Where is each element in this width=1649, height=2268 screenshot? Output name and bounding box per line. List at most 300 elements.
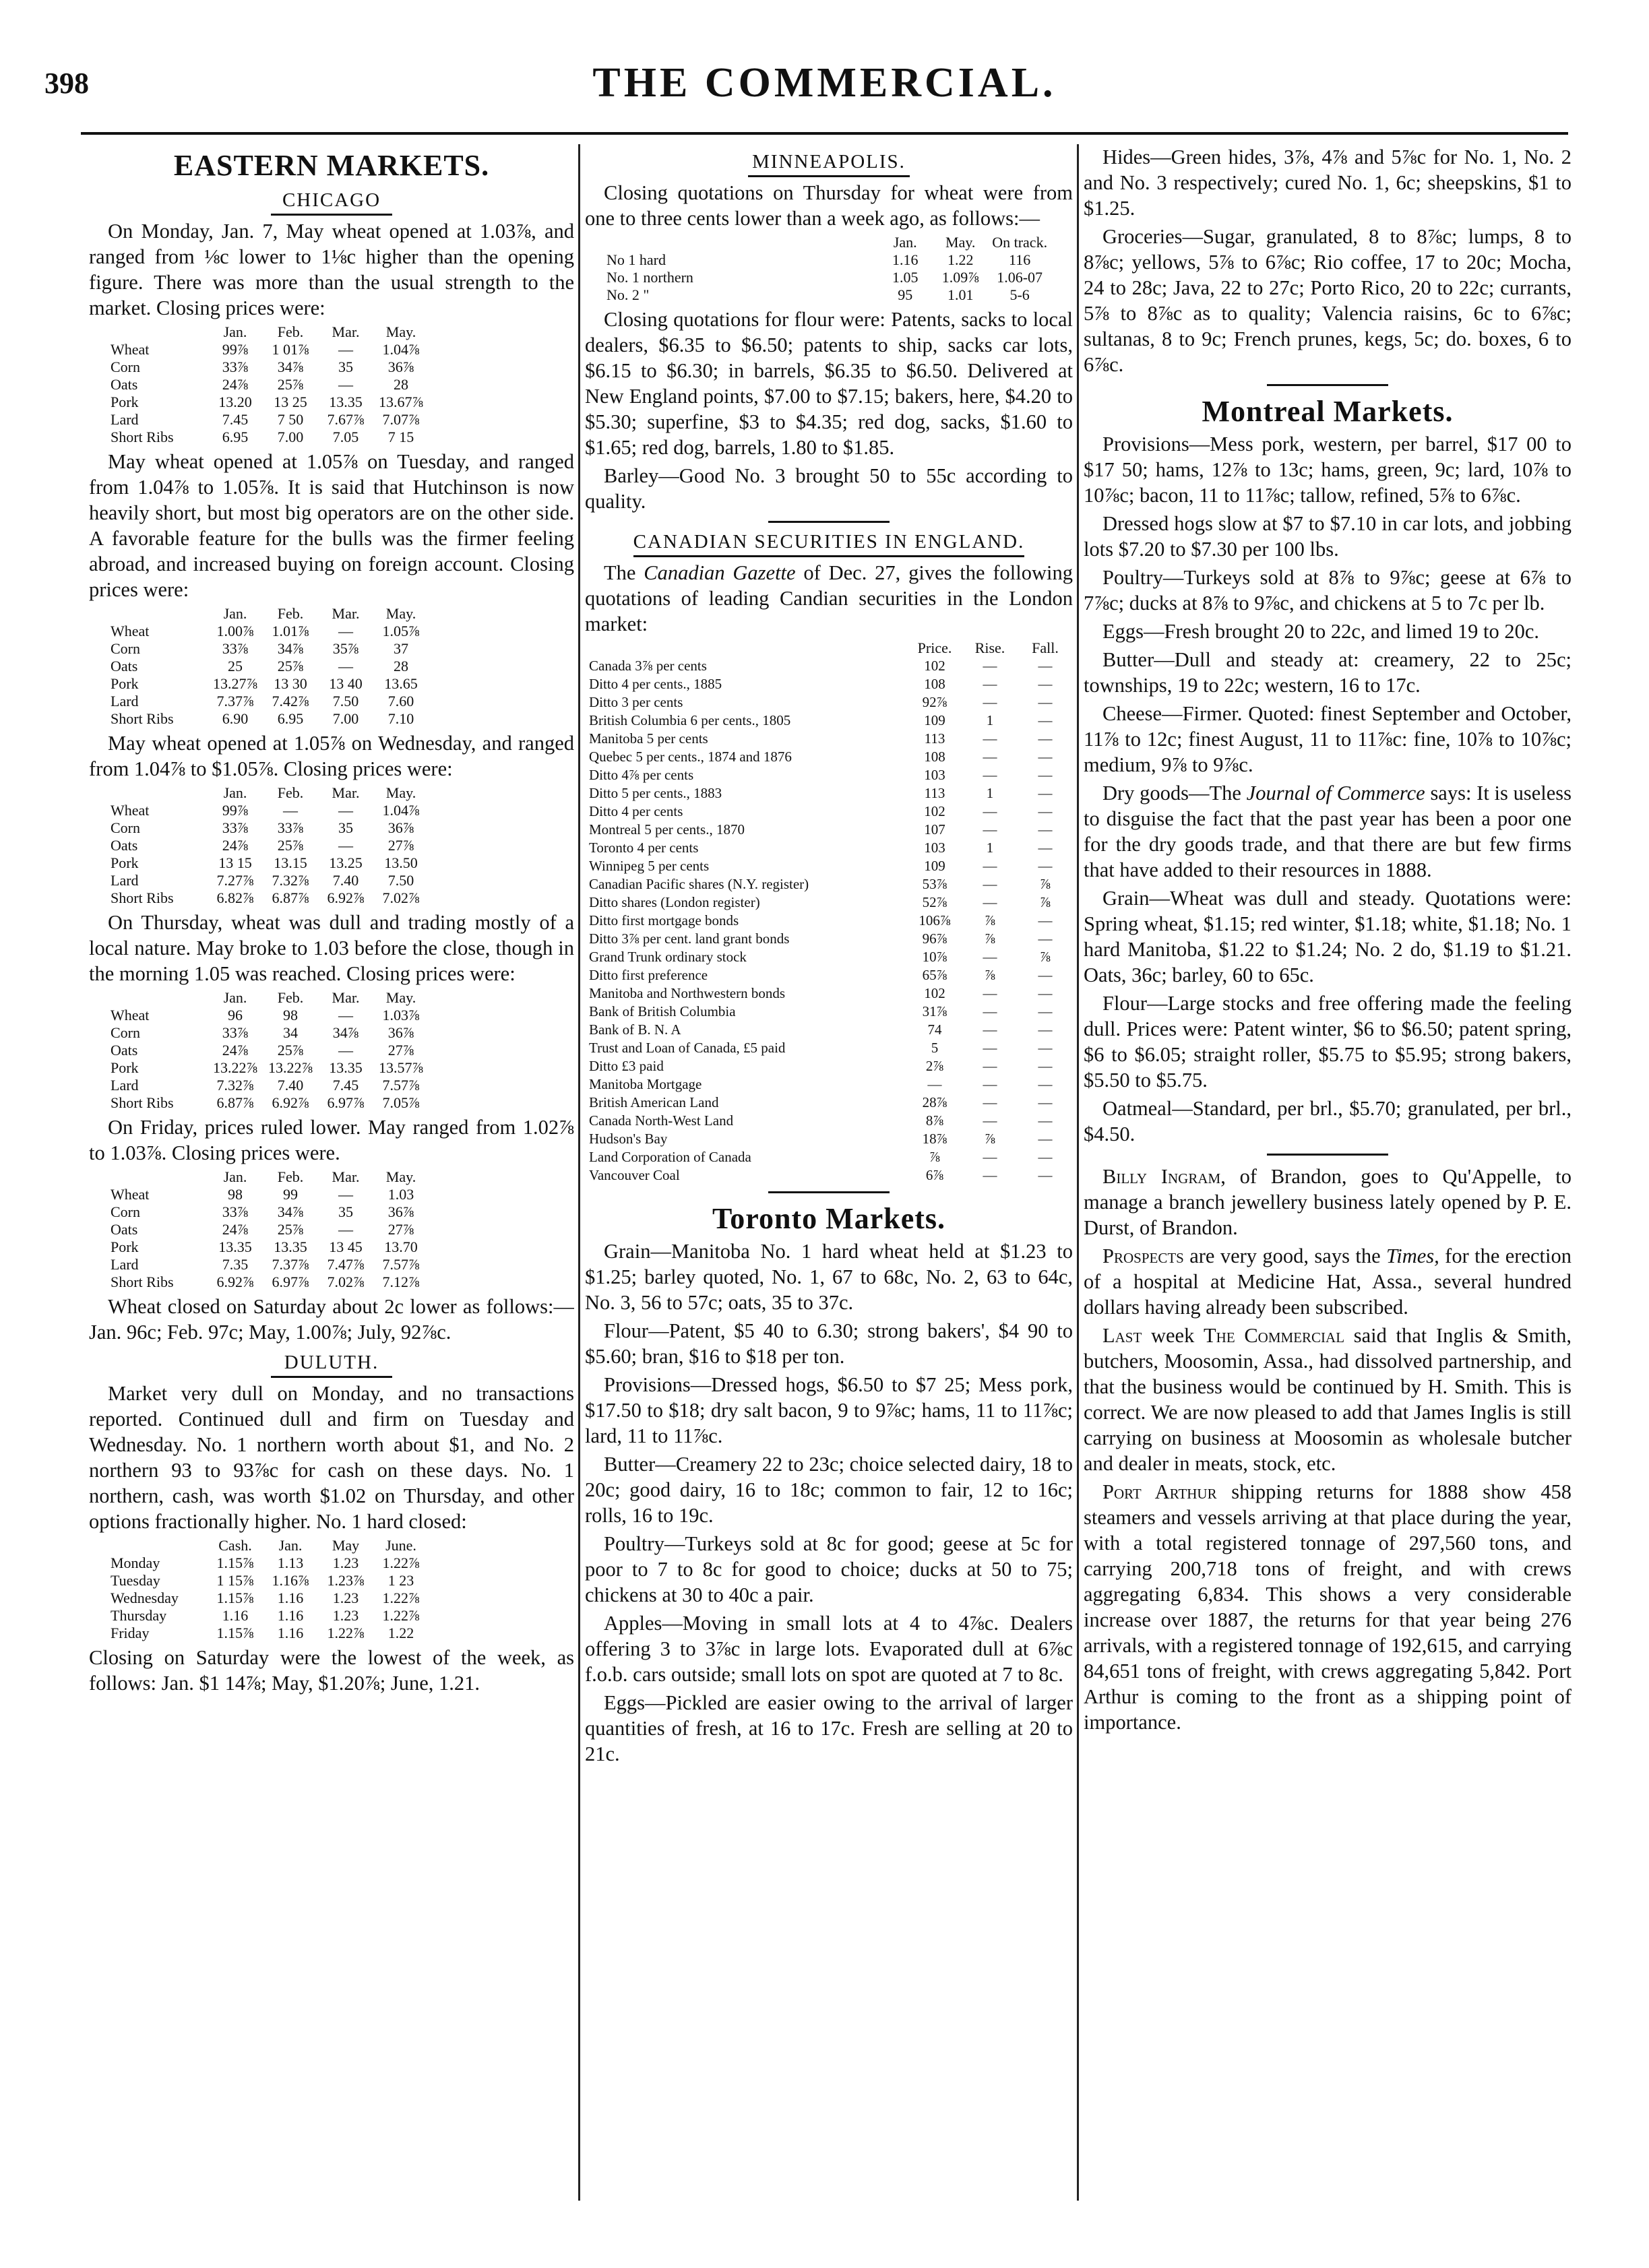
- table-cell: 1.04⅞: [382, 802, 420, 819]
- table-row: [106, 1042, 429, 1059]
- row-label: No. 2 ": [606, 286, 650, 303]
- table-cell: 24⅞: [222, 376, 249, 393]
- row-label: Ditto first mortgage bonds: [589, 912, 739, 928]
- table-row: [106, 675, 429, 693]
- table-row: [106, 1024, 429, 1042]
- table-cell: 33⅞: [222, 1203, 249, 1220]
- table-cell: —: [983, 1040, 997, 1056]
- table-cell: 24⅞: [222, 1042, 249, 1059]
- row-label: Pork: [111, 854, 139, 871]
- paragraph: Hides—Green hides, 3⅞, 4⅞ and 5⅞c for No. 1, No. 2 and No. 3 respectively; cured No. 1, 6c; sheepskins, $1 to $1.25.: [1084, 146, 1572, 220]
- table-cell: 13.50: [384, 854, 418, 871]
- table-header-row: [106, 323, 429, 341]
- table-row: [585, 657, 1073, 675]
- table-cell: 34⅞: [332, 1024, 359, 1041]
- table-cell: 103: [924, 840, 945, 856]
- table-cell: 1 15⅞: [216, 1572, 254, 1589]
- table-cell: —: [1038, 749, 1053, 765]
- table-row: [106, 376, 429, 393]
- table-cell: —: [983, 858, 997, 874]
- price-table: [106, 1168, 429, 1291]
- table-cell: 1.06-07: [997, 269, 1043, 286]
- row-label: Winnipeg 5 per cents: [589, 858, 710, 874]
- price-table: [106, 784, 429, 907]
- column-header: Mar.: [332, 784, 360, 801]
- row-label: Hudson's Bay: [589, 1131, 668, 1147]
- table-row: [106, 341, 429, 358]
- table-cell: 1.09⅞: [941, 269, 979, 286]
- table-cell: 13 15: [218, 854, 252, 871]
- table-cell: ⅞: [1040, 894, 1051, 910]
- row-label: No 1 hard: [606, 251, 666, 268]
- table-cell: 53⅞: [922, 876, 947, 892]
- table-cell: —: [1038, 1021, 1053, 1038]
- subheading-duluth: DULUTH.: [89, 1352, 574, 1378]
- table-row: [585, 912, 1073, 930]
- paragraph: The Canadian Gazette of Dec. 27, gives the following quotations of leading Candian securities in the London market:: [585, 561, 1073, 635]
- column-header: May.: [385, 323, 416, 340]
- table-cell: 36⅞: [387, 1203, 414, 1220]
- table-cell: 6.87⅞: [272, 889, 309, 906]
- table-cell: 7.02⅞: [382, 889, 420, 906]
- table-cell: —: [1038, 1112, 1053, 1129]
- price-table: [106, 989, 429, 1112]
- column-3: [1084, 144, 1572, 2201]
- column-divider: [578, 144, 580, 2201]
- table-cell: —: [983, 1076, 997, 1092]
- row-label: Lard: [111, 1256, 139, 1273]
- table-cell: 7.45: [332, 1077, 359, 1094]
- table-row: [585, 1021, 1073, 1039]
- row-label: Wheat: [111, 1007, 150, 1023]
- table-row: [106, 1256, 429, 1273]
- row-label: Short Ribs: [111, 1094, 174, 1111]
- table-cell: 1.22: [387, 1625, 414, 1641]
- table-cell: 109: [924, 858, 945, 874]
- table-row: [585, 1094, 1073, 1112]
- row-label: Corn: [111, 640, 140, 657]
- table-row: [106, 1186, 429, 1203]
- table-cell: 7.10: [387, 710, 414, 727]
- table-row: [585, 1075, 1073, 1094]
- paragraph: Closing on Saturday were the lowest of the week, as follows: Jan. $1 14⅞; May, $1.20⅞; June, 1.21.: [89, 1646, 574, 1695]
- table-cell: 107: [924, 821, 945, 838]
- row-label: Thursday: [111, 1607, 167, 1624]
- table-cell: 1.16: [277, 1589, 304, 1606]
- table-cell: 13.65: [384, 675, 418, 692]
- paragraph: Grain—Wheat was dull and steady. Quotations were: Spring wheat, $1.15; red winter, $1.18; white, $1.18; No. 1 hard Manitoba, $1.22 to $1.24; No. 2 do, $1.19 to $1.21. Oats, 36c; barley, 60 to 65c.: [1084, 887, 1572, 986]
- row-label: Montreal 5 per cents., 1870: [589, 821, 745, 838]
- table-row: [585, 784, 1073, 802]
- table-cell: —: [338, 1007, 353, 1023]
- news-item: Prospects are very good, says the Times, for the erection of a hospital at Medicine Hat, Assa., several hundred dollars having already been subscribed.: [1084, 1245, 1572, 1319]
- table-cell: 1.03⅞: [382, 1007, 420, 1023]
- paragraph: On Monday, Jan. 7, May wheat opened at 1.03⅞, and ranged from ⅛c lower to 1⅛c higher than the opening figure. There was more than the usual strength to the market. Closing prices were:: [89, 220, 574, 319]
- table-cell: 8⅞: [925, 1112, 944, 1129]
- table-cell: —: [1038, 658, 1053, 674]
- row-label: Quebec 5 per cents., 1874 and 1876: [589, 749, 792, 765]
- row-label: Corn: [111, 358, 140, 375]
- table-cell: —: [983, 749, 997, 765]
- column-header: [106, 323, 208, 341]
- table-cell: 102: [924, 803, 945, 819]
- table-row: [106, 819, 429, 837]
- table-row: [106, 1077, 429, 1094]
- paragraph: Provisions—Mess pork, western, per barrel, $17 00 to $17 50; hams, 12⅞ to 13c; hams, green, 9c; lard, 10⅞ to 10⅞c; bacon, 11 to 11⅞c; tallow, refined, 5⅞ to 6⅞c.: [1084, 433, 1572, 507]
- table-cell: —: [1038, 821, 1053, 838]
- column-header: Jan.: [223, 605, 247, 622]
- column-header: [602, 234, 877, 251]
- table-cell: 1.16: [277, 1625, 304, 1641]
- row-label: Ditto 4 per cents., 1885: [589, 676, 722, 692]
- table-cell: 6.82⅞: [216, 889, 254, 906]
- masthead-title: THE COMMERCIAL.: [592, 60, 1057, 106]
- table-cell: 99⅞: [222, 341, 249, 358]
- row-label: Corn: [111, 1203, 140, 1220]
- table-cell: —: [338, 1042, 353, 1059]
- table-cell: 7.00: [277, 429, 304, 445]
- paragraph: Wheat closed on Saturday about 2c lower as follows:—Jan. 96c; Feb. 97c; May, 1.00⅞; July, 92⅞c.: [89, 1295, 574, 1344]
- table-cell: —: [1038, 730, 1053, 747]
- price-table: [602, 234, 1051, 304]
- table-cell: 1.22⅞: [327, 1625, 365, 1641]
- table-cell: 25⅞: [277, 837, 304, 854]
- paragraph: Butter—Dull and steady at: creamery, 22 to 25c; townships, 19 to 22c; western, 16 to 17c.: [1084, 648, 1572, 697]
- paragraph: Cheese—Firmer. Quoted: finest September and October, 11⅞ to 12c; finest August, 11 to 11⅞c: fine, 10⅞ to 10⅞c; medium, 9⅞ to 9⅞c.: [1084, 702, 1572, 776]
- table-row: [106, 1238, 429, 1256]
- table-cell: 7.32⅞: [216, 1077, 254, 1094]
- table-cell: —: [283, 802, 298, 819]
- table-cell: 96: [228, 1007, 243, 1023]
- separator: [1267, 1154, 1388, 1156]
- table-cell: 1.22⅞: [382, 1607, 420, 1624]
- table-cell: 24⅞: [222, 837, 249, 854]
- table-cell: 13.25: [329, 854, 363, 871]
- separator: [768, 1191, 890, 1193]
- row-label: Oats: [111, 837, 138, 854]
- table-cell: 37: [394, 640, 408, 657]
- column-header: [585, 639, 907, 657]
- table-cell: 28: [394, 376, 408, 393]
- table-cell: 13 40: [329, 675, 363, 692]
- paragraph: Barley—Good No. 3 brought 50 to 55c according to quality.: [585, 464, 1073, 513]
- table-cell: ⅞: [1040, 949, 1051, 965]
- table-cell: 96⅞: [922, 931, 947, 947]
- row-label: British Columbia 6 per cents., 1805: [589, 712, 791, 728]
- table-cell: 1.04⅞: [382, 341, 420, 358]
- row-label: Bank of British Columbia: [589, 1003, 736, 1019]
- table-cell: 13.22⅞: [213, 1059, 257, 1076]
- table-cell: 5: [931, 1040, 939, 1056]
- table-cell: 35: [338, 358, 353, 375]
- table-cell: ⅞: [985, 931, 995, 947]
- table-row: [106, 1589, 429, 1607]
- table-cell: —: [983, 949, 997, 965]
- table-cell: —: [338, 658, 353, 674]
- table-row: [106, 358, 429, 376]
- table-cell: —: [338, 802, 353, 819]
- table-cell: 34⅞: [277, 640, 304, 657]
- table-cell: 7.35: [222, 1256, 249, 1273]
- table-cell: 1.23: [332, 1589, 359, 1606]
- table-row: [585, 1039, 1073, 1057]
- column-header: Feb.: [277, 784, 304, 801]
- table-cell: 1.23: [332, 1554, 359, 1571]
- paragraph: Groceries—Sugar, granulated, 8 to 8⅞c; lumps, 8 to 8⅞c; yellows, 5⅞ to 6⅞c; Rio coffee, 17 to 20c; Mocha, 24 to 28c; Java, 22 to 27c; Porto Rico, 20 to 22c; currants, 5⅞ to 8⅞c as to quality; Valencia raisins, 6c to 6⅞c; sultanas, 8 to 9c; French prunes, kegs, 5c; do. boxes, 6 to 6⅞c.: [1084, 225, 1572, 376]
- table-cell: 1.05: [892, 269, 919, 286]
- table-row: [585, 857, 1073, 875]
- table-row: [106, 623, 429, 640]
- table-cell: 1 01⅞: [272, 341, 309, 358]
- column-header: Mar.: [332, 323, 360, 340]
- row-label: Manitoba Mortgage: [589, 1076, 702, 1092]
- table-cell: 33⅞: [277, 819, 304, 836]
- table-cell: —: [983, 730, 997, 747]
- paragraph: Grain—Manitoba No. 1 hard wheat held at $1.23 to $1.25; barley quoted, No. 1, 67 to 68c, No. 2, 63 to 64c, No. 3, 56 to 57c; oats, 35 to 37c.: [585, 1240, 1073, 1314]
- table-cell: 1.00⅞: [216, 623, 254, 639]
- row-label: Canada 3⅞ per cents: [589, 658, 707, 674]
- paragraph: Flour—Patent, $5 40 to 6.30; strong bakers', $4 90 to $5.60; bran, $16 to $18 per ton.: [585, 1319, 1073, 1368]
- subheading-chicago: CHICAGO: [89, 189, 574, 216]
- table-cell: 7.42⅞: [272, 693, 309, 710]
- table-row: [585, 730, 1073, 748]
- table-cell: 27⅞: [387, 1042, 414, 1059]
- table-cell: 25⅞: [277, 1221, 304, 1238]
- row-label: Canadian Pacific shares (N.Y. register): [589, 876, 809, 892]
- table-cell: —: [1038, 694, 1053, 710]
- table-cell: —: [1038, 676, 1053, 692]
- table-cell: 1.15⅞: [216, 1589, 254, 1606]
- paragraph: Dressed hogs slow at $7 to $7.10 in car lots, and jobbing lots $7.20 to $7.30 per 100 lbs.: [1084, 512, 1572, 561]
- section-heading-eastern-markets: EASTERN MARKETS.: [173, 149, 490, 182]
- paragraph: Market very dull on Monday, and no transactions reported. Continued dull and firm on Tuesday and Wednesday. No. 1 northern worth about $1, and No. 2 northern 93 to 93⅞c for cash on these days. No. 1 northern, cash, was worth $1.02 on Thursday, and other options fractionally higher. No. 1 hard closed:: [89, 1382, 574, 1533]
- row-label: Friday: [111, 1625, 150, 1641]
- header-rule: [81, 132, 1568, 135]
- table-cell: —: [983, 1058, 997, 1074]
- table-row: [585, 966, 1073, 984]
- table-cell: 7.60: [387, 693, 414, 710]
- table-cell: 1.23: [332, 1607, 359, 1624]
- row-label: Grand Trunk ordinary stock: [589, 949, 747, 965]
- table-cell: 113: [924, 730, 945, 747]
- table-header-row: [106, 1537, 429, 1554]
- table-cell: 13.35: [218, 1238, 252, 1255]
- table-cell: —: [1038, 1131, 1053, 1147]
- row-label: Manitoba and Northwestern bonds: [589, 985, 786, 1001]
- table-cell: 1: [986, 840, 994, 856]
- table-row: [585, 1003, 1073, 1021]
- column-header: June.: [385, 1537, 416, 1554]
- table-cell: 34⅞: [277, 1203, 304, 1220]
- table-row: [585, 930, 1073, 948]
- table-cell: —: [1038, 967, 1053, 983]
- table-row: [585, 821, 1073, 839]
- table-cell: 13.57⅞: [379, 1059, 423, 1076]
- column-header: [106, 1168, 208, 1186]
- column-header: On track.: [992, 234, 1048, 251]
- table-row: [585, 1112, 1073, 1130]
- table-cell: —: [983, 1167, 997, 1183]
- news-item: Port Arthur shipping returns for 1888 show 458 steamers and vessels arriving at that place during the year, with a total registered tonnage of 297,560 tons, and carrying 200,718 tons of freight, and with crews aggregating 6,834. This shows a very considerable increase over 1887, the returns for that year being 276 arrivals, with a registered tonnage of 192,615, and carrying 84,651 tons of freight, with crews aggregating 5,842. Port Arthur is coming to the front as a shipping point of importance.: [1084, 1480, 1572, 1734]
- row-label: Lard: [111, 693, 139, 710]
- price-table: [106, 1537, 429, 1642]
- table-row: [106, 889, 429, 907]
- table-cell: 7 15: [387, 429, 414, 445]
- paragraph: Dry goods—The Journal of Commerce says: It is useless to disguise the fact that the past year has been a poor one for the dry goods trade, and that there are but few firms that have added to their resources in 1888.: [1084, 782, 1572, 881]
- section-heading-toronto: Toronto Markets.: [712, 1202, 945, 1235]
- table-cell: 95: [898, 286, 913, 303]
- table-row: [602, 286, 1051, 304]
- table-cell: 1: [986, 712, 994, 728]
- column-header: [106, 605, 208, 623]
- table-cell: 6⅞: [925, 1167, 944, 1183]
- table-cell: 1.15⅞: [216, 1554, 254, 1571]
- table-row: [585, 675, 1073, 693]
- table-cell: 6.97⅞: [327, 1094, 365, 1111]
- table-cell: 7.57⅞: [382, 1256, 420, 1273]
- table-cell: 113: [924, 785, 945, 801]
- table-cell: —: [1038, 1003, 1053, 1019]
- table-cell: 13 30: [274, 675, 307, 692]
- table-cell: 25⅞: [277, 658, 304, 674]
- row-label: Lard: [111, 872, 139, 889]
- table-cell: —: [983, 1021, 997, 1038]
- row-label: Oats: [111, 1042, 138, 1059]
- row-label: Vancouver Coal: [589, 1167, 680, 1183]
- table-cell: 106⅞: [919, 912, 951, 928]
- table-cell: 13.35: [329, 1059, 363, 1076]
- table-cell: —: [983, 985, 997, 1001]
- row-label: Pork: [111, 1059, 139, 1076]
- subheading-securities: CANADIAN SECURITIES IN ENGLAND.: [585, 531, 1073, 557]
- table-cell: —: [338, 623, 353, 639]
- page-number: 398: [44, 67, 89, 100]
- row-label: Bank of B. N. A: [589, 1021, 681, 1038]
- row-label: Trust and Loan of Canada, £5 paid: [589, 1040, 786, 1056]
- securities-table: [585, 639, 1073, 1185]
- row-label: Manitoba 5 per cents: [589, 730, 708, 747]
- paragraph: Butter—Creamery 22 to 23c; choice selected dairy, 18 to 20c; good dairy, 16 to 18c; common to fair, 12 to 16c; rolls, 16 to 19c.: [585, 1453, 1073, 1527]
- table-row: [106, 802, 429, 819]
- table-cell: 2⅞: [925, 1058, 944, 1074]
- row-label: Ditto £3 paid: [589, 1058, 664, 1074]
- table-cell: 99: [283, 1186, 298, 1203]
- table-cell: —: [983, 1094, 997, 1110]
- column-header: May.: [385, 989, 416, 1006]
- table-row: [106, 1221, 429, 1238]
- table-cell: 13.35: [274, 1238, 307, 1255]
- table-row: [585, 893, 1073, 912]
- table-cell: —: [983, 1003, 997, 1019]
- table-cell: —: [1038, 1058, 1053, 1074]
- table-cell: 1.01: [947, 286, 974, 303]
- table-row: [106, 658, 429, 675]
- table-cell: —: [1038, 1094, 1053, 1110]
- table-cell: —: [1038, 858, 1053, 874]
- table-row: [585, 1057, 1073, 1075]
- news-item: Billy Ingram, of Brandon, goes to Qu'Appelle, to manage a branch jewellery business lately opened by P. E. Durst, of Brandon.: [1084, 1165, 1572, 1239]
- table-cell: —: [338, 1186, 353, 1203]
- row-label: Wheat: [111, 1186, 150, 1203]
- table-cell: 13 25: [274, 393, 307, 410]
- table-cell: 31⅞: [922, 1003, 947, 1019]
- column-header: Feb.: [277, 1168, 304, 1185]
- column-header: May: [332, 1537, 360, 1554]
- table-cell: —: [1038, 931, 1053, 947]
- column-header: May.: [385, 605, 416, 622]
- column-header: Jan.: [893, 234, 917, 251]
- column-header: Cash.: [218, 1537, 252, 1554]
- table-cell: 13.67⅞: [379, 393, 423, 410]
- row-label: British American Land: [589, 1094, 719, 1110]
- row-label: Wheat: [111, 623, 150, 639]
- table-cell: —: [983, 876, 997, 892]
- row-label: Short Ribs: [111, 429, 174, 445]
- table-header-row: [106, 989, 429, 1007]
- table-cell: 99⅞: [222, 802, 249, 819]
- table-row: [106, 1625, 429, 1642]
- table-cell: 33⅞: [222, 819, 249, 836]
- table-cell: 13.27⅞: [213, 675, 257, 692]
- table-row: [585, 948, 1073, 966]
- column-divider: [1077, 144, 1079, 2201]
- table-cell: —: [1038, 767, 1053, 783]
- row-label: Corn: [111, 819, 140, 836]
- row-label: Wheat: [111, 341, 150, 358]
- table-cell: 6.92⅞: [272, 1094, 309, 1111]
- table-cell: 25⅞: [277, 1042, 304, 1059]
- row-label: Short Ribs: [111, 1273, 174, 1290]
- table-header-row: [585, 639, 1073, 657]
- table-cell: ⅞: [929, 1149, 940, 1165]
- table-row: [585, 839, 1073, 857]
- table-cell: —: [983, 1149, 997, 1165]
- table-cell: 25: [228, 658, 243, 674]
- separator: [768, 521, 890, 523]
- row-label: Monday: [111, 1554, 160, 1571]
- table-cell: 33⅞: [222, 1024, 249, 1041]
- table-cell: 28⅞: [922, 1094, 947, 1110]
- column-header: Fall.: [1032, 639, 1059, 656]
- row-label: Lard: [111, 1077, 139, 1094]
- row-label: Lard: [111, 411, 139, 428]
- column-header: Feb.: [277, 605, 304, 622]
- table-cell: 7.57⅞: [382, 1077, 420, 1094]
- table-cell: 36⅞: [387, 819, 414, 836]
- table-cell: —: [1038, 985, 1053, 1001]
- table-row: [106, 1607, 429, 1625]
- table-cell: 7.05⅞: [382, 1094, 420, 1111]
- table-cell: ⅞: [985, 1131, 995, 1147]
- table-cell: 35: [338, 819, 353, 836]
- table-cell: 18⅞: [922, 1131, 947, 1147]
- row-label: Wheat: [111, 802, 150, 819]
- table-cell: 7.47⅞: [327, 1256, 365, 1273]
- table-cell: 102: [924, 658, 945, 674]
- price-table: [106, 323, 429, 446]
- column-header: Mar.: [332, 989, 360, 1006]
- table-cell: 25⅞: [277, 376, 304, 393]
- table-cell: 103: [924, 767, 945, 783]
- paragraph: Eggs—Fresh brought 20 to 22c, and limed 19 to 20c.: [1102, 620, 1540, 643]
- row-label: Short Ribs: [111, 889, 174, 906]
- table-row: [602, 251, 1051, 269]
- table-cell: —: [1038, 803, 1053, 819]
- table-cell: 13.15: [274, 854, 307, 871]
- table-cell: —: [983, 694, 997, 710]
- table-cell: 7.00: [332, 710, 359, 727]
- table-cell: 10⅞: [922, 949, 947, 965]
